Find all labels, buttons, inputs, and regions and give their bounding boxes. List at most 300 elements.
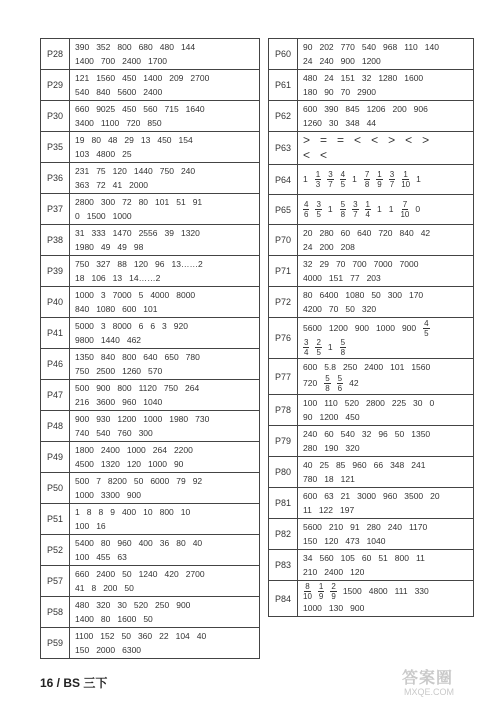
answer-number: 750 [75, 366, 90, 376]
answer-number: 203 [366, 273, 381, 283]
page-number: P52 [41, 535, 70, 566]
answer-number: 7000 [112, 290, 132, 300]
answer-number: 225 [391, 398, 407, 408]
answer-number: 1000 [143, 414, 163, 424]
fraction: $\frac{5}{8}$ [340, 338, 346, 357]
answer-number: 780 [185, 352, 200, 362]
answer-number: 20 [430, 491, 440, 501]
answer-number: 680 [138, 42, 153, 52]
answer-row [41, 194, 260, 225]
answer-number: 42 [420, 228, 431, 238]
answer-number: 480 [75, 600, 90, 610]
comparison-symbol: < [371, 133, 379, 147]
answer-number: 2200 [173, 445, 193, 455]
answer-values [70, 225, 260, 256]
answer-number: 2400 [96, 569, 116, 579]
answer-number: 5.8 [324, 362, 337, 372]
page-number: P80 [269, 457, 298, 488]
answer-number: 18 [324, 474, 334, 484]
answer-number: 1200 [319, 412, 339, 422]
answer-number: 960 [122, 397, 137, 407]
answer-number: 540 [75, 87, 90, 97]
answer-line [303, 133, 469, 148]
answer-number: 300 [387, 290, 402, 300]
answer-number: 720 [126, 118, 141, 128]
answer-number: 348 [345, 118, 360, 128]
fraction: $\frac{3}{7}$ [389, 170, 395, 189]
answer-number: 360 [137, 631, 153, 641]
answer-number: 7000 [399, 259, 419, 269]
answer-number: 1 [303, 173, 308, 184]
answer-row [41, 442, 260, 473]
answer-number: 1500 [342, 585, 362, 596]
answer-line [75, 147, 255, 161]
answer-number: 40 [192, 538, 203, 548]
answer-number: 88 [117, 259, 127, 269]
answer-number: 1200 [361, 56, 381, 66]
page-number: P39 [41, 256, 70, 287]
answer-line [303, 503, 469, 517]
answer-number: 5 [138, 290, 144, 300]
answer-number: 2556 [138, 228, 158, 238]
answer-number: 390 [75, 42, 90, 52]
answer-number: 92 [192, 476, 203, 486]
answer-row [269, 488, 474, 519]
answer-number: 1350 [411, 429, 431, 439]
answer-number: 455 [96, 552, 111, 562]
answer-number: 420 [164, 569, 179, 579]
answer-number: 70 [335, 259, 346, 269]
answer-number: 1000 [148, 459, 167, 469]
answer-number: 40 [303, 460, 313, 470]
answer-values [298, 287, 474, 318]
answer-row [269, 318, 474, 359]
answer-row [41, 132, 260, 163]
answer-number: 333 [91, 228, 106, 238]
answer-line [75, 240, 255, 254]
answer-values [70, 194, 260, 225]
answer-number: 600 [303, 104, 318, 114]
answer-line [75, 488, 255, 502]
answer-number: 104 [175, 631, 190, 641]
page-number: P78 [269, 395, 298, 426]
answer-line [75, 133, 255, 147]
answer-number: 49 [100, 242, 111, 252]
answer-number: 1 [377, 203, 382, 214]
answer-line [303, 472, 469, 486]
answer-number: 740 [75, 428, 90, 438]
answer-number: 473 [345, 536, 360, 546]
answer-number: 715 [164, 104, 179, 114]
answer-number: 154 [178, 135, 193, 145]
answer-row [41, 318, 260, 349]
answer-number: 22 [159, 631, 169, 641]
page-number: P59 [41, 628, 70, 659]
answer-number: 200 [103, 583, 118, 593]
page-number: P76 [269, 318, 298, 359]
left-answer-table [40, 38, 260, 659]
answer-number: 11 [415, 553, 425, 563]
page-number: P46 [41, 349, 70, 380]
answer-number: 105 [340, 553, 355, 563]
answer-number: 85 [335, 460, 346, 470]
answer-line [75, 567, 255, 581]
answer-number: 60 [361, 553, 372, 563]
answer-number: 1280 [378, 73, 398, 83]
answer-row [269, 39, 474, 70]
answer-number: 650 [164, 352, 179, 362]
answer-line [303, 458, 469, 472]
answer-values [70, 442, 260, 473]
answer-line [75, 319, 255, 333]
fraction: $\frac{5}{8}$ [325, 374, 330, 393]
page-number: P83 [269, 550, 298, 581]
answer-number: 845 [345, 104, 360, 114]
answer-number: 140 [424, 42, 439, 52]
answer-number: 8000 [112, 321, 132, 331]
answer-number: 700 [352, 259, 367, 269]
answer-line [303, 338, 469, 357]
answer-number: 90 [324, 87, 334, 97]
answer-number: 240 [319, 56, 334, 66]
answer-number: 560 [143, 104, 158, 114]
answer-line [75, 102, 255, 116]
answer-number: 80 [100, 614, 111, 624]
answer-line [303, 116, 469, 130]
answer-values [70, 287, 260, 318]
answer-line [303, 441, 469, 455]
answer-number: 19 [75, 135, 85, 145]
answer-number: 450 [345, 412, 360, 422]
answer-row [269, 101, 474, 132]
answer-row [269, 225, 474, 256]
answer-number: 6300 [122, 645, 142, 655]
answer-number: 3000 [357, 491, 377, 501]
page-number: P51 [41, 504, 70, 535]
answer-line [75, 505, 255, 519]
answer-number: 600 [303, 491, 318, 501]
answer-row [41, 101, 260, 132]
fraction: $\frac{3}{7}$ [353, 200, 358, 219]
answer-values [298, 550, 474, 581]
answer-number: 264 [152, 445, 167, 455]
fraction: $\frac{1}{4}$ [365, 200, 370, 219]
fraction: $\frac{7}{10}$ [400, 200, 410, 219]
answer-number: 151 [328, 273, 344, 283]
watermark-logo: 答案圈 [402, 670, 454, 687]
page-number: P36 [41, 163, 70, 194]
answer-number: 330 [414, 585, 429, 596]
answer-number: 231 [75, 166, 90, 176]
page-footer: 16 / BS 三下 [40, 676, 108, 690]
answer-number: 106 [91, 273, 106, 283]
answer-number: 4200 [303, 304, 322, 314]
answer-number: 80 [303, 290, 313, 300]
answer-line [303, 257, 469, 271]
answer-number: 500 [75, 476, 90, 486]
answer-number: 930 [96, 414, 111, 424]
page-number: P48 [41, 411, 70, 442]
answer-number: 2900 [357, 87, 377, 97]
answer-number: 60 [324, 429, 334, 439]
answer-line [303, 319, 469, 338]
answer-line [303, 565, 469, 579]
answer-number: 50 [124, 583, 134, 593]
answer-number: 906 [413, 104, 428, 114]
answer-number: 1260 [122, 366, 142, 376]
answer-line [303, 551, 469, 565]
answer-line [75, 116, 255, 130]
answer-number: 900 [176, 600, 191, 610]
answer-number: 90 [303, 412, 313, 422]
right-answer-table [268, 38, 474, 617]
page-number: P65 [269, 195, 298, 225]
answer-line [75, 550, 255, 564]
fraction: $\frac{1}{9}$ [318, 582, 324, 601]
answer-number: 1080 [345, 290, 365, 300]
answer-number: 960 [352, 460, 367, 470]
answer-line [75, 474, 255, 488]
fraction: $\frac{1}{9}$ [377, 170, 382, 189]
answer-number: 240 [387, 522, 402, 532]
answer-number: 1470 [112, 228, 132, 238]
answer-values [298, 70, 474, 101]
answer-number: 110 [324, 398, 338, 408]
answer-number: 2400 [364, 362, 384, 372]
page-number: P37 [41, 194, 70, 225]
answer-number: 25 [319, 460, 329, 470]
answer-number: 800 [394, 553, 409, 563]
answer-values [70, 132, 260, 163]
answer-number: 5000 [75, 321, 94, 331]
answer-row [41, 597, 260, 628]
page-number: P49 [41, 442, 70, 473]
answer-number: 3 [100, 321, 106, 331]
answer-number: 450 [122, 73, 137, 83]
answer-number: 2700 [185, 569, 205, 579]
answer-number: 800 [122, 352, 137, 362]
answer-row [41, 380, 260, 411]
answer-line [75, 536, 255, 550]
answer-row [41, 349, 260, 380]
answer-number: 30 [413, 398, 423, 408]
answer-line [75, 40, 255, 54]
answer-number: 41 [75, 583, 85, 593]
answer-number: 208 [340, 242, 355, 252]
answer-number: 570 [148, 366, 163, 376]
answer-number: 520 [344, 398, 359, 408]
answer-number: 72 [96, 180, 106, 190]
answer-number: 144 [180, 42, 196, 52]
fraction: $\frac{1}{3}$ [315, 170, 321, 189]
answer-line [303, 54, 469, 68]
answer-number: 2000 [129, 180, 149, 190]
answer-number: 1260 [303, 118, 322, 128]
answer-line [303, 271, 469, 285]
answer-line [75, 209, 255, 223]
answer-row [269, 395, 474, 426]
answer-number: 1560 [96, 73, 116, 83]
answer-number: 3400 [75, 118, 94, 128]
answer-number: 180 [303, 87, 318, 97]
answer-row [41, 473, 260, 504]
answer-number: 121 [340, 474, 355, 484]
answer-number: 29 [319, 259, 329, 269]
answer-number: 780 [303, 474, 318, 484]
answer-line [303, 302, 469, 316]
answer-number: 80 [138, 197, 149, 207]
answer-number: 75 [96, 166, 106, 176]
answer-values [298, 426, 474, 457]
answer-number: 660 [75, 569, 90, 579]
answer-number: 1200 [117, 414, 137, 424]
answer-line [303, 40, 469, 54]
answer-number: 100 [75, 521, 90, 531]
answer-number: 0 [415, 203, 421, 214]
answer-number: 120 [126, 459, 142, 469]
answer-line [75, 271, 255, 285]
answer-number: 1000 [303, 603, 322, 613]
answer-number: 80 [100, 538, 111, 548]
answer-line [75, 71, 255, 85]
answer-row [41, 163, 260, 194]
answer-number: 840 [399, 228, 414, 238]
answer-number: 2400 [100, 445, 120, 455]
answer-number: 2500 [96, 366, 116, 376]
page-number: P84 [269, 581, 298, 617]
answer-number: 32 [361, 73, 372, 83]
answer-number: 1 [75, 507, 80, 517]
comparison-symbol: = [320, 133, 328, 147]
answer-number: 80 [91, 135, 101, 145]
answer-number: 50 [371, 290, 381, 300]
answer-number: 111 [394, 585, 408, 596]
answer-number: 120 [350, 567, 365, 577]
answer-number: 900 [350, 603, 365, 613]
answer-number: 1240 [138, 569, 158, 579]
answer-number: 600 [122, 304, 137, 314]
answer-number: 29 [124, 135, 134, 145]
answer-number: 30 [328, 118, 339, 128]
answer-line [75, 457, 255, 471]
answer-line [75, 302, 255, 316]
comparison-symbol: > [303, 133, 311, 147]
answer-line [75, 350, 255, 364]
page-number: P70 [269, 225, 298, 256]
answer-number: 1040 [143, 397, 163, 407]
answer-number: 24 [303, 56, 313, 66]
answer-number: 400 [138, 538, 153, 548]
answer-line [75, 195, 255, 209]
answer-number: 960 [383, 491, 398, 501]
answer-number: 0 [75, 211, 80, 221]
answer-number: 320 [345, 443, 360, 453]
answer-number: 9 [110, 507, 115, 517]
fraction: $\frac{3}{4}$ [304, 338, 309, 357]
answer-number: 1170 [408, 522, 428, 532]
answer-values [70, 349, 260, 380]
answer-number: 640 [143, 352, 158, 362]
answer-line [75, 412, 255, 426]
answer-number: 4800 [368, 585, 388, 596]
answer-number: 3600 [96, 397, 116, 407]
answer-number: 800 [117, 42, 132, 52]
answer-number: 51 [176, 197, 186, 207]
fraction: $\frac{4}{5}$ [424, 319, 429, 338]
answer-values [70, 628, 260, 659]
fraction: $\frac{1}{10}$ [401, 170, 411, 189]
answer-number: 18 [75, 273, 85, 283]
answer-number: 50 [133, 476, 144, 486]
answer-number: 900 [96, 383, 111, 393]
answer-number: 1400 [75, 614, 94, 624]
answer-values [70, 101, 260, 132]
answer-values [298, 359, 474, 395]
answer-row [269, 426, 474, 457]
answer-number: 480 [303, 73, 318, 83]
answer-number: 96 [378, 429, 388, 439]
comparison-symbol: > [388, 133, 396, 147]
answer-values [298, 457, 474, 488]
answer-number: 240 [180, 166, 196, 176]
answer-line [303, 148, 469, 163]
answer-values [298, 101, 474, 132]
answer-number: 8 [98, 507, 104, 517]
answer-number: 8000 [176, 290, 196, 300]
answer-number: 121 [75, 73, 90, 83]
answer-line [303, 240, 469, 254]
answer-number: 1600 [117, 614, 137, 624]
answer-number: 66 [373, 460, 384, 470]
answer-number: 1320 [180, 228, 200, 238]
answer-values [298, 581, 474, 617]
fraction: $\frac{4}{5}$ [340, 170, 346, 189]
answer-number: 450 [122, 104, 137, 114]
answer-number: 21 [340, 491, 351, 501]
answer-number: 250 [155, 600, 170, 610]
answer-number: 20 [303, 228, 313, 238]
answer-number: 200 [319, 242, 334, 252]
answer-number: 850 [147, 118, 162, 128]
answer-line [75, 443, 255, 457]
answer-values [298, 519, 474, 550]
answer-number: 240 [303, 429, 318, 439]
answer-values [70, 256, 260, 287]
fraction: $\frac{2}{9}$ [331, 582, 336, 601]
answer-values [298, 318, 474, 359]
answer-line [303, 396, 469, 410]
answer-number: 1 [327, 203, 333, 214]
answer-number: 600 [303, 362, 318, 372]
comparison-symbol: = [337, 133, 345, 147]
answer-number: 101 [390, 362, 405, 372]
fraction: $\frac{3}{5}$ [316, 200, 321, 219]
answer-number: 1200 [328, 322, 348, 333]
answer-line [75, 426, 255, 440]
page-number: P57 [41, 566, 70, 597]
answer-number: 540 [96, 428, 111, 438]
answer-values [298, 395, 474, 426]
answer-number: 8 [86, 507, 92, 517]
answer-line [303, 489, 469, 503]
answer-number: 1400 [75, 56, 94, 66]
page-number: P63 [269, 132, 298, 165]
answer-number: 241 [411, 460, 426, 470]
answer-row [41, 628, 260, 659]
answer-number: 42 [349, 377, 359, 388]
answer-number: 3 [100, 290, 106, 300]
answer-number: 500 [75, 383, 90, 393]
